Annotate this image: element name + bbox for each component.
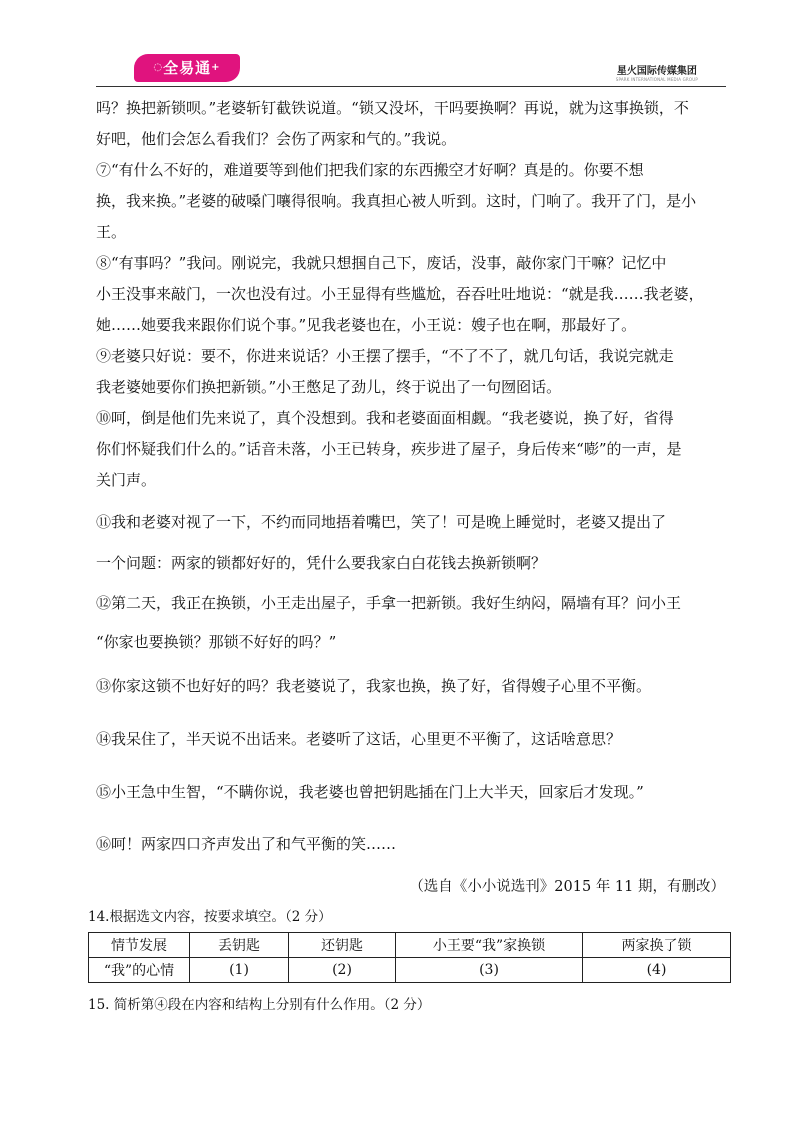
answer-blank[interactable]: (2)	[289, 958, 396, 983]
source-citation: （选自《小小说选刊》2015 年 11 期，有删改）	[409, 879, 725, 895]
text-line: ⑬你家这锁不也好好的吗？我老婆说了，我家也换，换了好，省得嫂子心里不平衡。	[96, 677, 652, 695]
text-line: ⑯呵！两家四口齐声发出了和气平衡的笑……	[96, 835, 397, 853]
text-line: 好吧，他们会怎么看我们？会伤了两家和气的。”我说。	[96, 130, 457, 148]
text-line: 吗？换把新锁呗。”老婆斩钉截铁说道。“锁又没坏，干吗要换啊？再说，就为这事换锁，不	[96, 99, 689, 117]
text-line: “你家也要换锁？那锁不好好的吗？”	[96, 633, 337, 651]
text-line: ⑮小王急中生智，“不瞒你说，我老婆也曾把钥匙插在门上大半天，回家后才发现。”	[96, 783, 644, 801]
page-header	[96, 48, 726, 88]
table-cell: 小王要“我”家换锁	[396, 933, 583, 958]
text-line: 关门声。	[96, 471, 157, 489]
table-row	[89, 958, 731, 983]
answer-table	[88, 932, 731, 983]
answer-blank[interactable]: (4)	[583, 958, 731, 983]
text-line: 我老婆她要你们换把新锁。”小王憋足了劲儿，终于说出了一句囫囵话。	[96, 378, 562, 396]
text-line: ⑭我呆住了，半天说不出话来。老婆听了这话，心里更不平衡了，这话啥意思？	[96, 730, 622, 748]
header-divider	[96, 86, 726, 87]
table-cell: “我”的心情	[89, 958, 190, 983]
table-cell: 还钥匙	[289, 933, 396, 958]
text-line: ⑦“有什么不好的，难道要等到他们把我们家的东西搬空才好啊？真是的。你要不想	[96, 161, 644, 179]
brand	[616, 62, 698, 82]
logo	[134, 54, 240, 82]
text-line: 换，我来换。”老婆的破嗓门嚷得很响。我真担心被人听到。这时，门响了。我开了门，是小	[96, 192, 697, 210]
answer-blank[interactable]: (1)	[190, 958, 289, 983]
text-line: ⑫第二天，我正在换锁，小王走出屋子，手拿一把新锁。我好生纳闷，隔墙有耳？问小王	[96, 594, 682, 612]
question-14: 14.根据选文内容，按要求填空。（2 分）	[88, 909, 332, 925]
text-line: ⑪我和老婆对视了一下，不约而同地捂着嘴巴，笑了！可是晚上睡觉时，老婆又提出了	[96, 513, 667, 531]
table-cell: 丢钥匙	[190, 933, 289, 958]
brand-name: 星火国际传媒集团	[616, 66, 697, 77]
logo-text: 全易通	[163, 59, 212, 77]
text-line: 小王没事来敲门，一次也没有过。小王显得有些尴尬，吞吞吐吐地说：“就是我……我老婆，	[96, 285, 704, 303]
text-line: 一个问题：两家的锁都好好的，凭什么要我家白白花钱去换新锁啊？	[96, 554, 547, 572]
text-line: 她……她要我来跟你们说个事。”见我老婆也在，小王说：嫂子也在啊，那最好了。	[96, 316, 637, 334]
brand-name-en: SPARK INTERNATIONAL MEDIA GROUP	[615, 77, 698, 82]
table-cell: 情节发展	[89, 933, 190, 958]
text-line: 你们怀疑我们什么的。”话音未落，小王已转身，疾步进了屋子，身后传来“嘭”的一声，是	[96, 440, 682, 458]
logo-plus-icon: +	[211, 62, 221, 73]
answer-blank[interactable]: (3)	[396, 958, 583, 983]
table-cell: 两家换了锁	[583, 933, 731, 958]
text-line: ⑧“有事吗？”我问。刚说完，我就只想掴自己下，废话，没事，敲你家门干嘛？记忆中	[96, 254, 667, 272]
question-15: 15. 简析第④段在内容和结构上分别有什么作用。（2 分）	[88, 997, 431, 1013]
logo-swirl-icon: ◌	[153, 62, 164, 73]
text-line: 王。	[96, 223, 127, 241]
table-row	[89, 933, 731, 958]
text-line: ⑩呵，倒是他们先来说了，真个没想到。我和老婆面面相觑。“我老婆说，换了好，省得	[96, 409, 674, 427]
text-line: ⑨老婆只好说：要不，你进来说话？小王摆了摆手，“不了不了，就几句话，我说完就走	[96, 347, 674, 365]
